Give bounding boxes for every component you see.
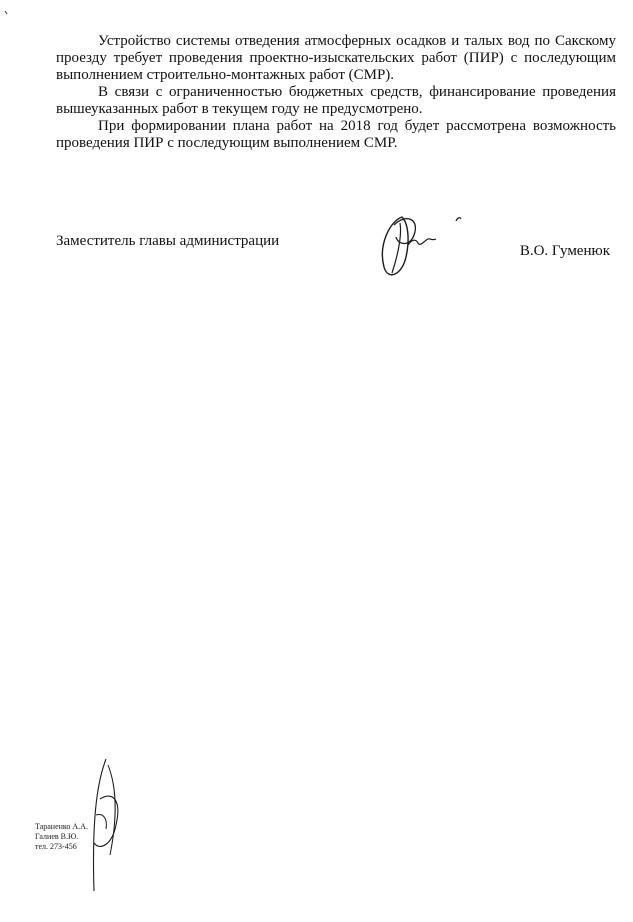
paragraph-drainage: Устройство системы отведения атмосферных осадков и талых вод по Сакскому проезду требует проведения проектно-изыскательских работ (ПИР) с последующим выполнением строительно-монтажных работ (СМР). bbox=[56, 33, 616, 83]
executor-line-2: Галиев В.Ю. bbox=[35, 832, 79, 841]
signer-position: Заместитель главы администрации bbox=[56, 233, 280, 249]
paragraph-plan-2018: При формировании плана работ на 2018 год будет рассмотрена возможность проведения ПИР с последующим выполнением СМР. bbox=[56, 118, 616, 151]
executor-block bbox=[35, 822, 88, 852]
handwritten-signature bbox=[372, 205, 472, 285]
signer-name: В.О. Гуменюк bbox=[519, 243, 610, 259]
signature-block bbox=[56, 233, 616, 259]
scan-speck bbox=[4, 10, 10, 16]
executor-line-1: Тараненко А.А. bbox=[35, 822, 88, 831]
executor-phone: тел. 273-456 bbox=[35, 842, 77, 851]
letter-body bbox=[56, 33, 616, 152]
paragraph-budget: В связи с ограниченностью бюджетных средств, финансирование проведения вышеуказанных работ в текущем году не предусмотрено. bbox=[56, 84, 616, 117]
